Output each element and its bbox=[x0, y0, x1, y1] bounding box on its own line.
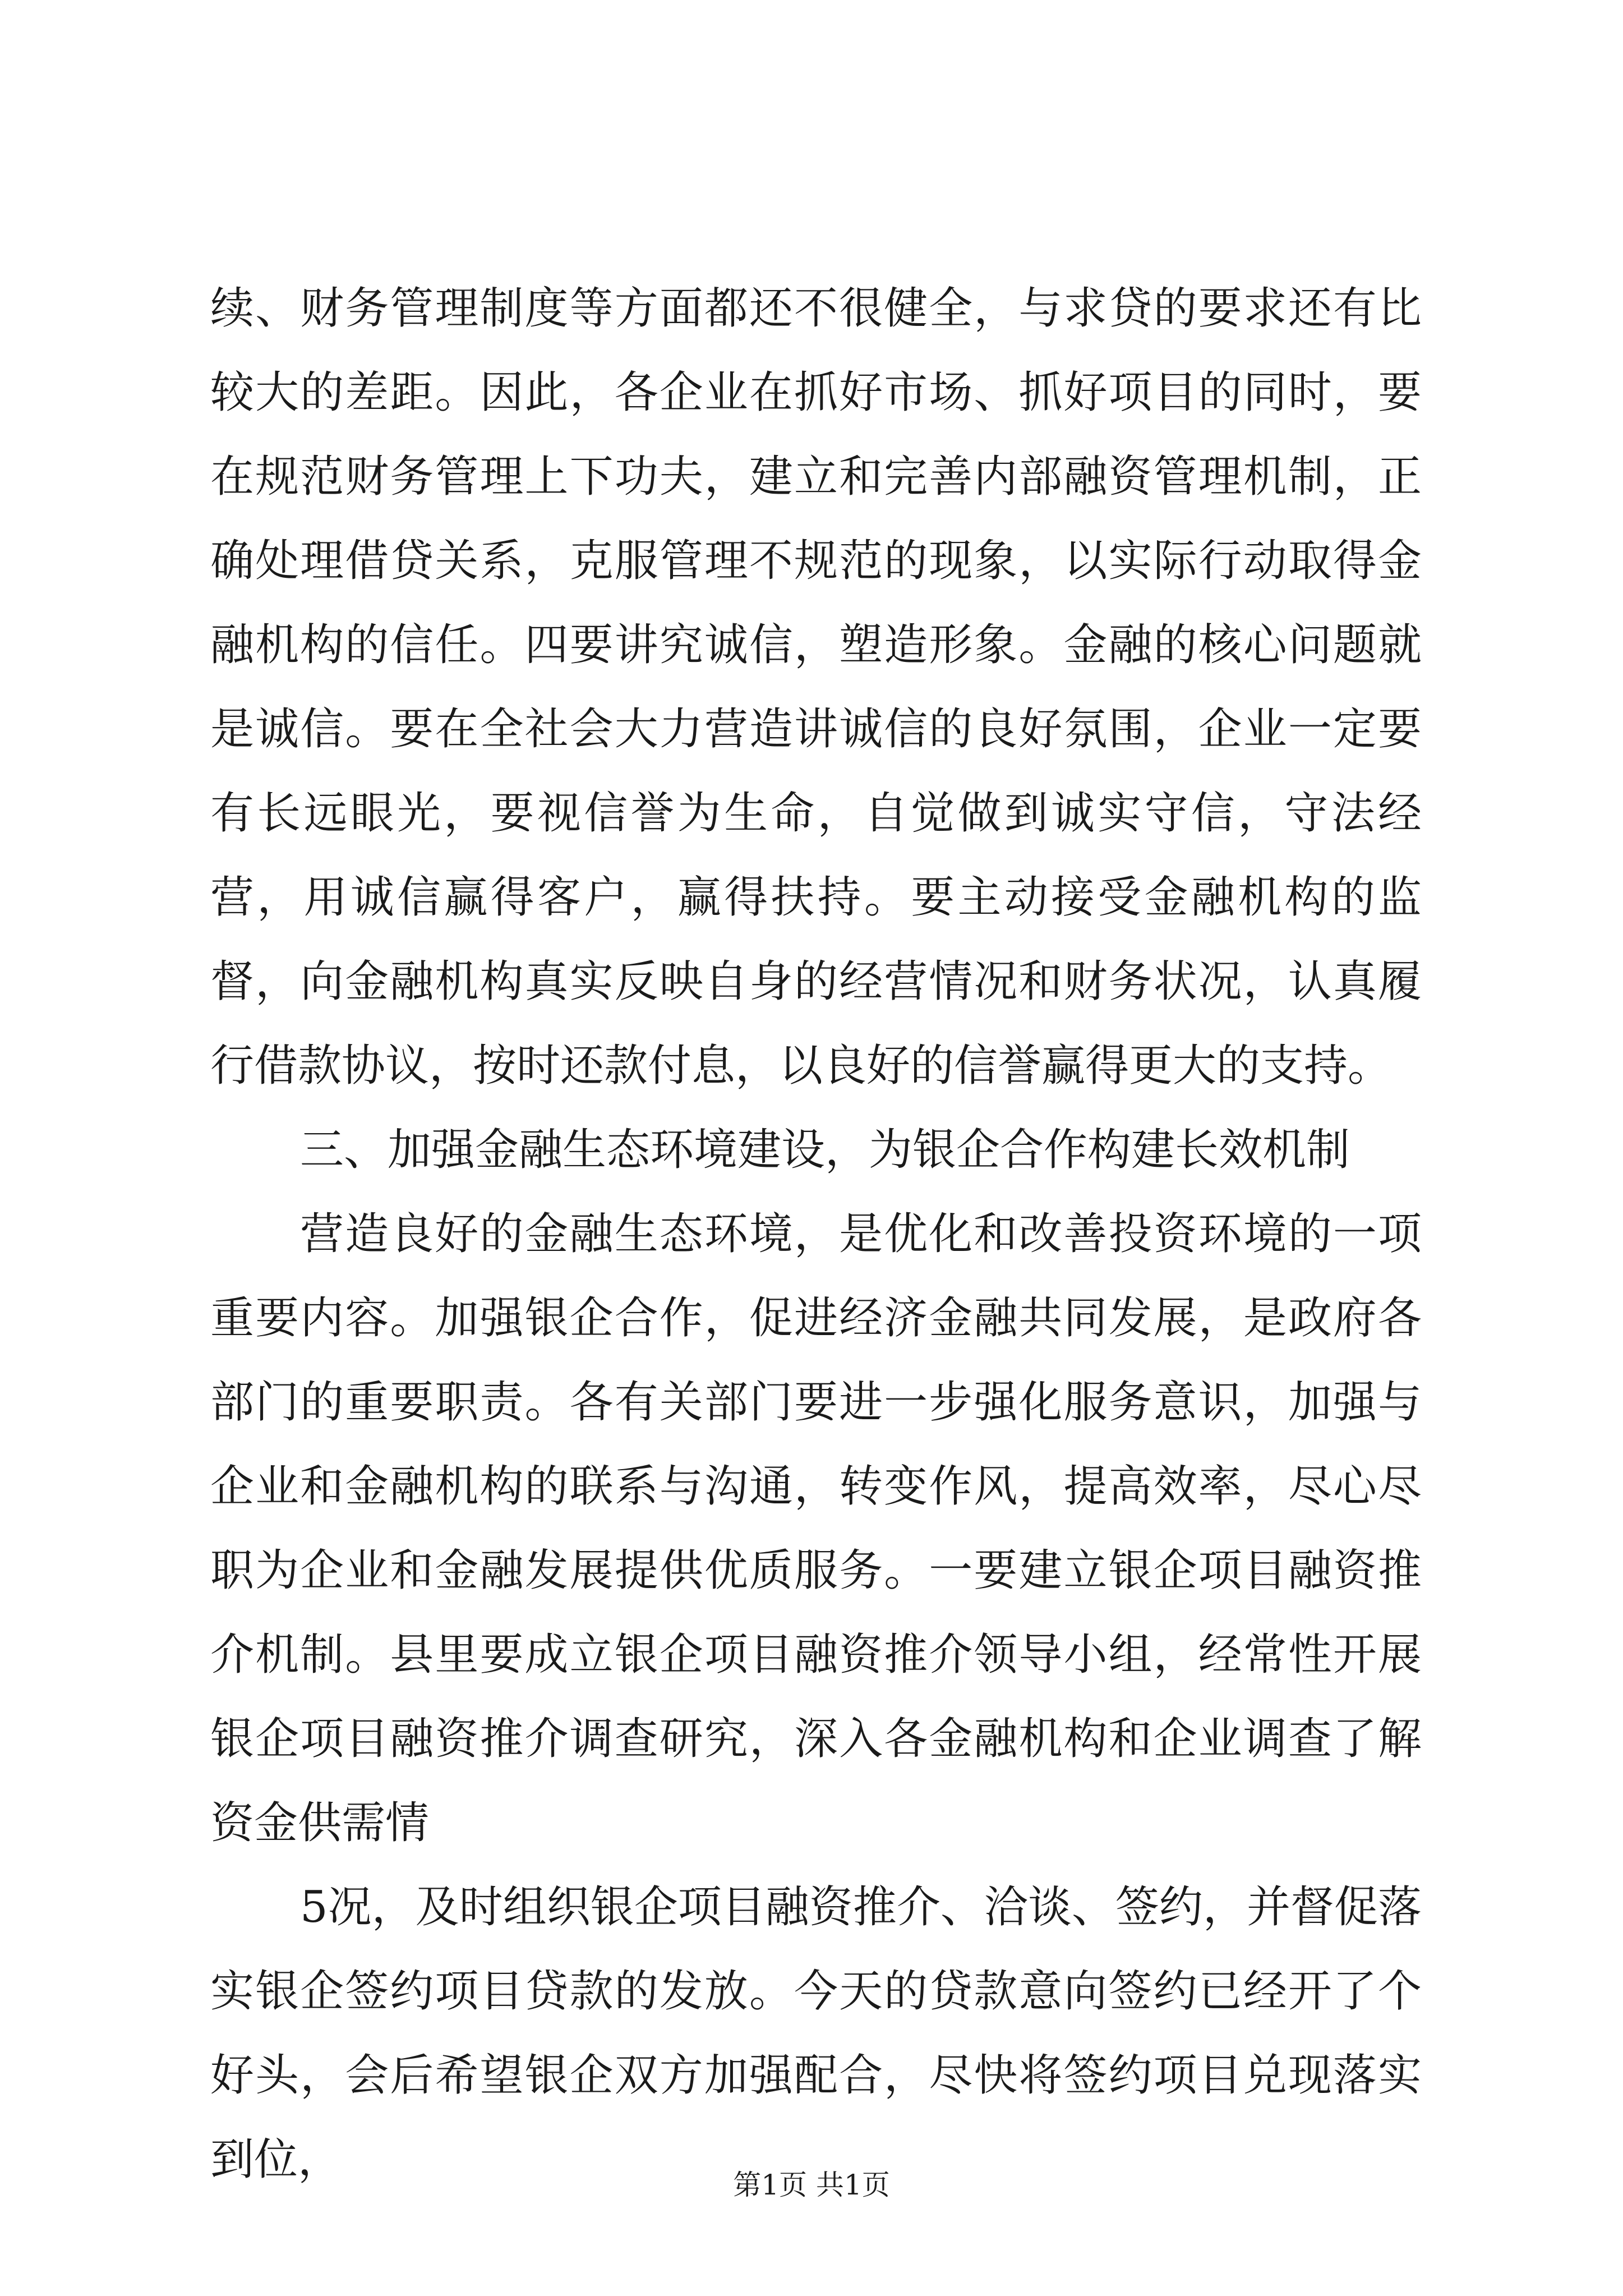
paragraph-2: 营造良好的金融生态环境，是优化和改善投资环境的一项重要内容。加强银企合作，促进经济金融共同发展，是政府各部门的重要职责。各有关部门要进一步强化服务意识，加强与企业和金融机构的联系与沟通，转变作风，提高效率，尽心尽职为企业和金融发展提供优质服务。一要建立银企项目融资推介机制。县里要成立银企项目融资推介领导小组，经常性开展银企项目融资推介调查研究，深入各金融机构和企业调查了解资金供需情 bbox=[210, 1209, 1422, 1848]
page-footer: 第1页 共1页 bbox=[733, 2169, 890, 2201]
paragraph-3: 5况，及时组织银企项目融资推介、洽谈、签约，并督促落实银企签约项目贷款的发放。今天的贷款意向签约已经开了个好头，会后希望银企双方加强配合，尽快将签约项目兑现落实到位， bbox=[210, 1882, 1422, 2185]
document-body bbox=[210, 266, 1422, 2202]
section-heading: 三、加强金融生态环境建设，为银企合作构建长效机制 bbox=[300, 1125, 1350, 1175]
paragraph-1: 续、财务管理制度等方面都还不很健全，与求贷的要求还有比较大的差距。因此，各企业在抓好市场、抓好项目的同时，要在规范财务管理上下功夫，建立和完善内部融资管理机制，正确处理借贷关系，克服管理不规范的现象，以实际行动取得金融机构的信任。四要讲究诚信，塑造形象。金融的核心问题就是诚信。要在全社会大力营造讲诚信的良好氛围，企业一定要有长远眼光，要视信誉为生命，自觉做到诚实守信，守法经营，用诚信赢得客户，赢得扶持。要主动接受金融机构的监督，向金融机构真实反映自身的经营情况和财务状况，认真履行借款协议，按时还款付息，以良好的信誉赢得更大的支持。 bbox=[210, 283, 1422, 1091]
